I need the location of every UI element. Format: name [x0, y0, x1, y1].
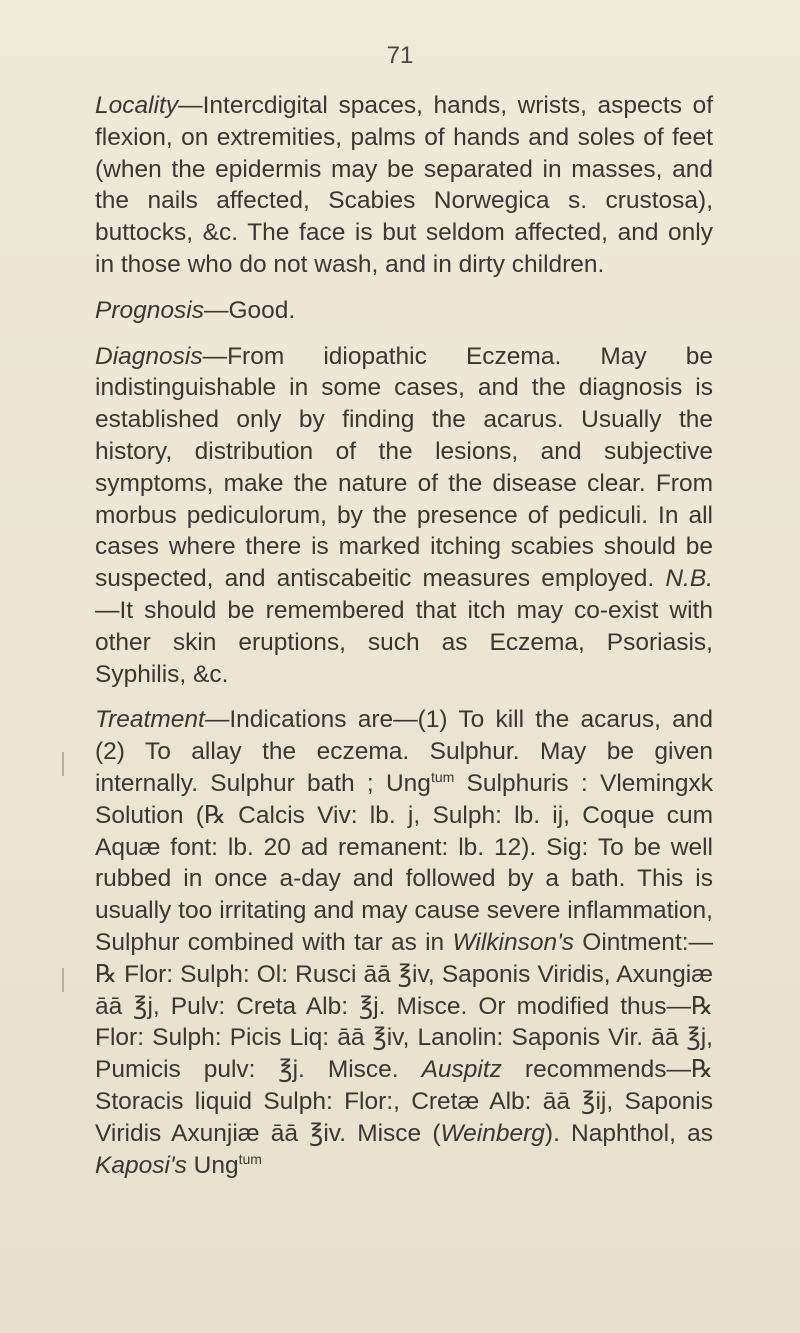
body-text	[95, 90, 713, 1195]
treatment-text-5: ). Naphthol, as	[544, 1119, 713, 1147]
treatment-text-4: recommends—℞ Storacis liquid Sulph: Flor:, Cretæ Alb: āā ℥ij, Saponis Viridis Axunjiæ āā ℥iv. Misce (	[95, 1056, 713, 1147]
ungentum-superscript: tum	[430, 768, 455, 785]
treatment-paragraph	[95, 704, 713, 1181]
treatment-text: —Indications are—(1) To kill the acarus, and (2) To allay the eczema. Sulphur. May be given internally. Sulphur bath ; Ung	[95, 706, 713, 797]
diagnosis-text-continued: —It should be remembered that itch may co-exist with other skin eruptions, such as Eczema, Psoriasis, Syphilis, &c.	[95, 596, 713, 688]
wilkinson-reference: Wilkinson's	[452, 928, 575, 956]
margin-mark	[62, 968, 64, 992]
nb-label: N.B.	[665, 565, 713, 593]
weinberg-reference: Weinberg	[440, 1119, 545, 1147]
diagnosis-paragraph	[95, 341, 713, 691]
diagnosis-text: —From idiopathic Eczema. May be indistinguishable in some cases, and the diagnosis is established only by finding the acarus. Usually the history, distribution of the lesions, and subjective symptoms, make the nature of the disease clear. From morbus pediculorum, by the presence of pediculi. In all cases where there is marked itching scabies should be suspected, and antiscabeitic measures employed.	[95, 342, 713, 593]
ungentum-superscript-2: tum	[238, 1150, 262, 1167]
treatment-text-2: Sulphuris : Vlemingxk Solution (℞ Calcis Viv: lb. j, Sulph: lb. ij, Coque cum Aquæ font: lb. 20 ad remanent: lb. 12). Sig: To be well rubbed in once a-day and followed by a bath. This is usually too irritating and may cause severe inflammation, Sulphur combined with tar as in	[95, 769, 713, 956]
treatment-text-6: Ung	[186, 1151, 239, 1179]
treatment-label: Treatment	[95, 706, 205, 734]
page-number: 71	[386, 42, 414, 69]
diagnosis-label: Diagnosis	[95, 342, 203, 370]
locality-label: Locality	[95, 92, 179, 119]
kaposi-reference: Kaposi's	[95, 1151, 187, 1179]
auspitz-reference: Auspitz	[421, 1056, 502, 1084]
treatment-text-3: Ointment:—℞ Flor: Sulph: Ol: Rusci āā ℥iv, Saponis Viridis, Axungiæ āā ℥j, Pulv: Creta Alb: ℥j. Misce. Or modified thus—℞ Flor: Sulph: Picis Liq: āā ℥iv, Lanolin: Saponis Vir. āā ℥j, Pumicis pulv: ℥j. Misce.	[95, 928, 714, 1084]
prognosis-text: —Good.	[203, 296, 296, 324]
prognosis-label: Prognosis	[95, 296, 204, 324]
locality-paragraph	[95, 90, 713, 281]
locality-text: —Intercdigital spaces, hands, wrists, aspects of flexion, on extremities, palms of hands and soles of feet (when the epidermis may be separated in masses, and the nails affected, Scabies Norwegica s. crustosa), buttocks, &c. The face is but seldom affected, and only in those who do not wash, and in dirty children.	[95, 92, 713, 278]
prognosis-paragraph	[95, 295, 713, 327]
margin-mark	[62, 752, 64, 776]
